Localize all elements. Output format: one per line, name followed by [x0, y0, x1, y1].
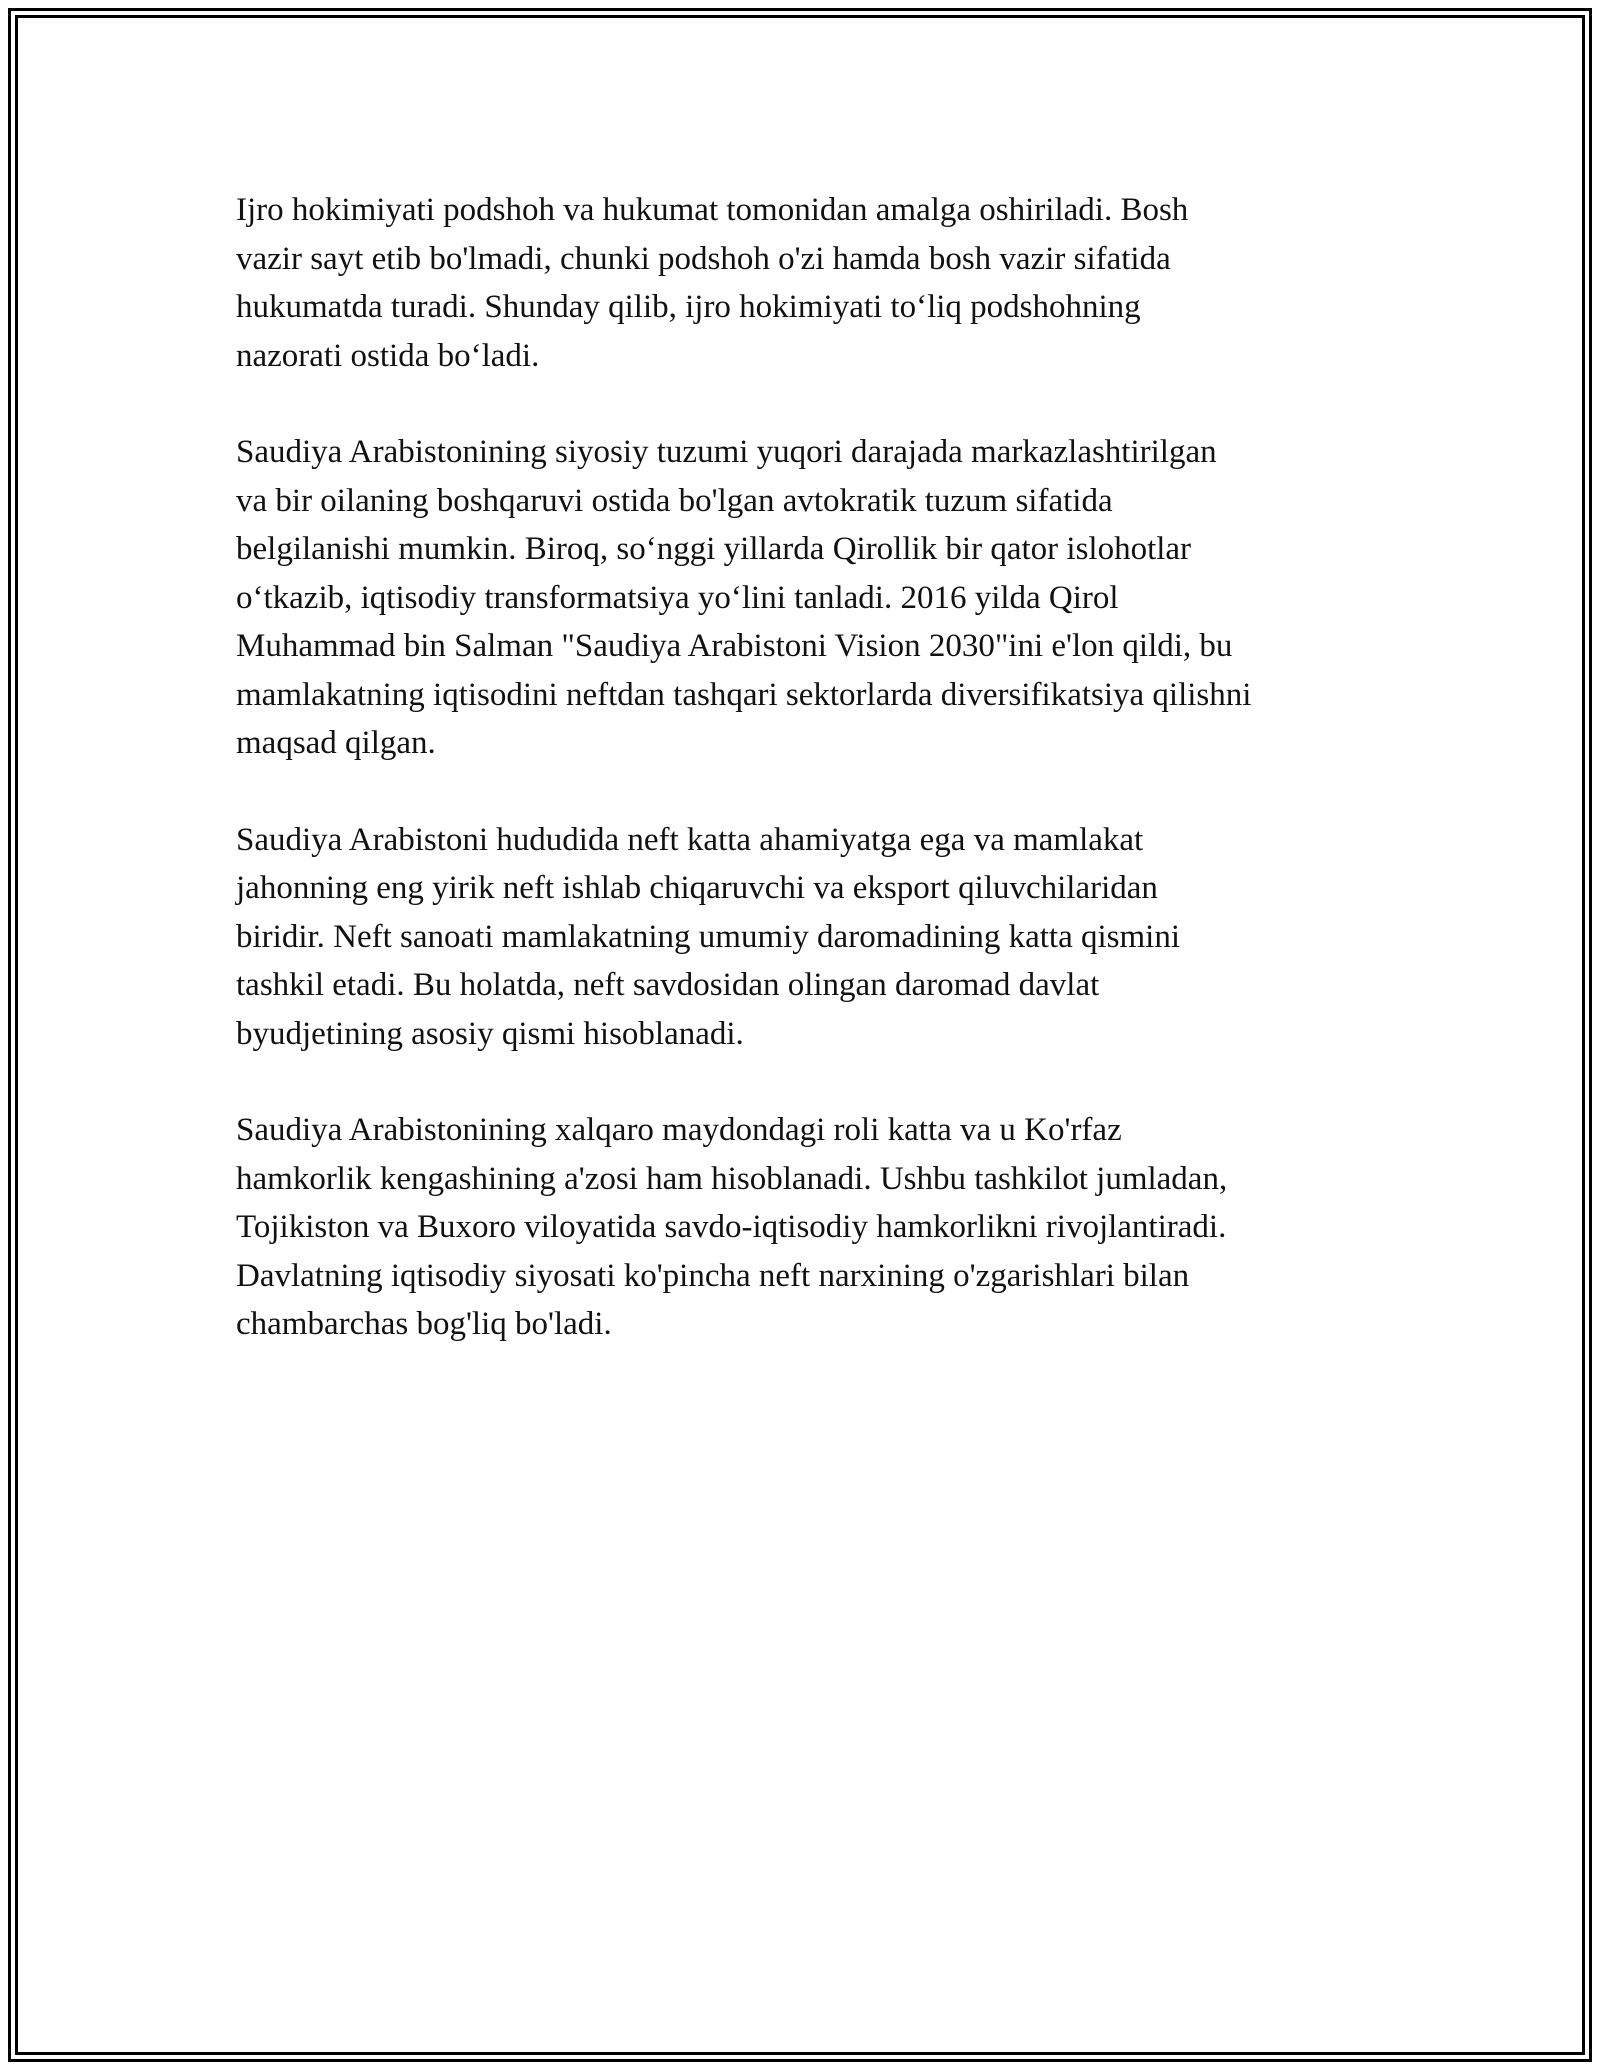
paragraph-international-role: Saudiya Arabistonining xalqaro maydondagi roli katta va u Ko'rfaz hamkorlik kengashining a'zosi ham hisoblanadi. Ushbu tashkilot jumladan, Tojikiston va Buxoro viloyatida savdo-iqtisodiy hamkorlikni rivojlantiradi. Davlatning iqtisodiy siyosati ko'pincha neft narxining o'zgarishlari bilan chambarchas bog'liq bo'ladi.	[236, 1112, 1228, 1342]
document-body	[236, 186, 1406, 1397]
paragraph-executive-power: Ijro hokimiyati podshoh va hukumat tomonidan amalga oshiriladi. Bosh vazir sayt etib bo'lmadi, chunki podshoh o'zi hamda bosh vazir sifatida hukumatda turadi. Shunday qilib, ijro hokimiyati to‘liq podshohning nazorati ostida bo‘ladi.	[236, 192, 1189, 374]
paragraph-political-system: Saudiya Arabistonining siyosiy tuzumi yuqori darajada markazlashtirilgan va bir oilaning boshqaruvi ostida bo'lgan avtokratik tuzum sifatida belgilanishi mumkin. Biroq, so‘nggi yillarda Qirollik bir qator islohotlar o‘tkazib, iqtisodiy transformatsiya yo‘lini tanladi. 2016 yilda Qirol Muhammad bin Salman "Saudiya Arabistoni Vision 2030"ini e'lon qildi, bu mamlakatning iqtisodini neftdan tashqari sektorlarda diversifikatsiya qilishni maqsad qilgan.	[236, 434, 1252, 761]
paragraph-oil-economy: Saudiya Arabistoni hududida neft katta ahamiyatga ega va mamlakat jahonning eng yirik neft ishlab chiqaruvchi va eksport qiluvchilaridan biridir. Neft sanoati mamlakatning umumiy daromadining katta qismini tashkil etadi. Bu holatda, neft savdosidan olingan daromad davlat byudjetining asosiy qismi hisoblanadi.	[236, 821, 1180, 1052]
